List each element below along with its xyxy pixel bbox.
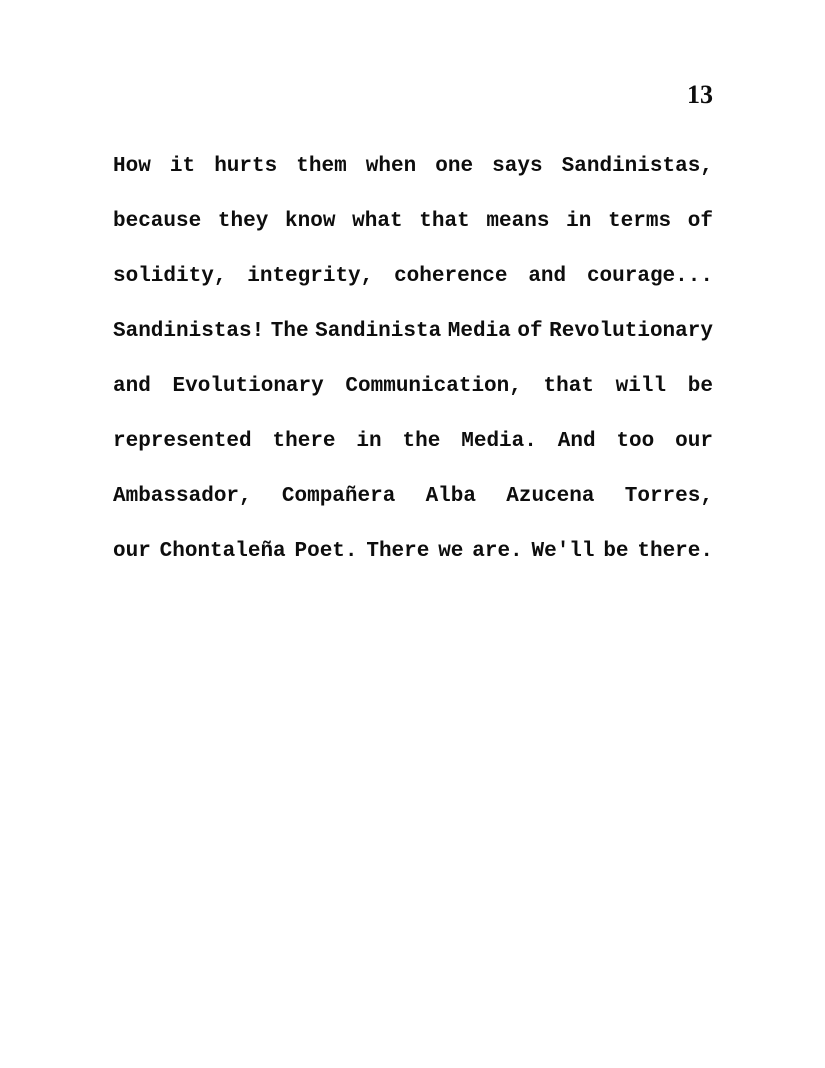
typed-line: represented there in the Media. And too our bbox=[113, 430, 713, 453]
typed-line: our Chontaleña Poet. There we are. We'll be there. bbox=[113, 540, 713, 563]
typed-line: Sandinistas! The Sandinista Media of Revolutionary bbox=[113, 320, 713, 343]
typed-line: How it hurts them when one says Sandinistas, bbox=[113, 155, 713, 178]
typed-line: solidity, integrity, coherence and courage... bbox=[113, 265, 713, 288]
typed-paragraph bbox=[113, 139, 713, 579]
typed-line: Ambassador, Compañera Alba Azucena Torres, bbox=[113, 485, 713, 508]
typed-line: and Evolutionary Communication, that will be bbox=[113, 375, 713, 398]
page-number: 13 bbox=[687, 80, 713, 109]
typed-line: because they know what that means in terms of bbox=[113, 210, 713, 233]
